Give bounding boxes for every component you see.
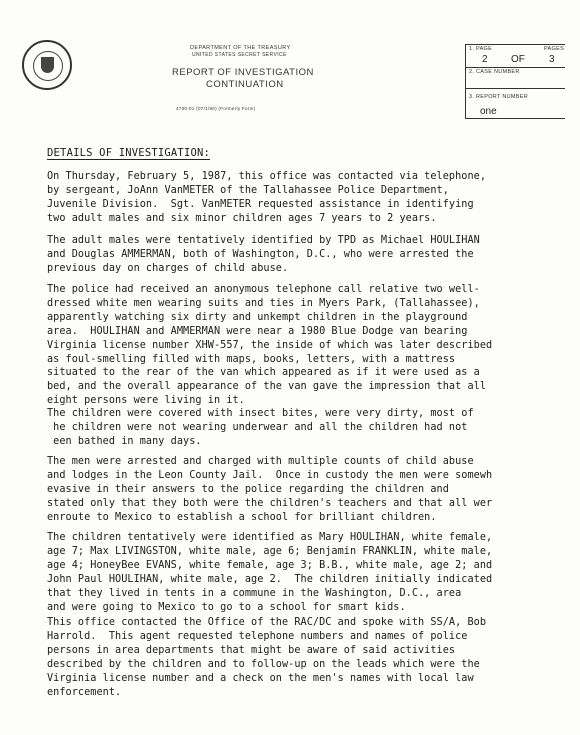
- report-number-label: 3. REPORT NUMBER: [469, 94, 528, 100]
- total-pages: 3: [549, 54, 555, 65]
- report-number: one: [480, 106, 497, 117]
- page-number: 2: [482, 54, 488, 65]
- form-number: 4700-01 (07/1/80) (Formerly Form): [176, 106, 256, 111]
- page-label: 1. PAGE: [469, 46, 493, 52]
- report-title: REPORT OF INVESTIGATION: [172, 67, 314, 78]
- of-label: OF: [511, 54, 525, 65]
- agency-line-2: UNITED STATES SECRET SERVICE: [192, 52, 287, 58]
- paragraph-office-contact: This office contacted the Office of the RAC/DC and spoke with SS/A, Bob Harrold. This agent requested telephone numbers and names of police persons in area departments that might be aware of said activities described by the children and to follow-up on the leads which were the Virginia license number and a check on the men's names with local law enforcement.: [47, 617, 487, 698]
- treasury-seal-icon: [22, 40, 72, 90]
- report-subtitle: CONTINUATION: [206, 79, 284, 90]
- paragraph-contact: On Thursday, February 5, 1987, this office was contacted via telephone, by sergeant, JoAnn VanMETER of the Tallahassee Police Department, Juvenile Division. Sgt. VanMETER requested assistance in identifying two adult males and six minor children ages 7 years to 2 years.: [47, 171, 487, 224]
- case-number-label: 2. CASE NUMBER: [469, 69, 520, 75]
- agency-line-1: DEPARTMENT OF THE TREASURY: [190, 45, 291, 51]
- paragraph-police-call: The police had received an anonymous telephone call relative two well- dressed white men wearing suits and ties in Myers Park, (Tallahassee), apparently watching six dirty and unkempt children in the playground area. HOULIHAN and AMMERMAN were near a 1980 Blue Dodge van bearing Virginia license number XHW-557, the inside of which was later described as foul-smelling filled with maps, books, letters, with a mattress situated to the rear of the van which appeared as if it were used as a bed, and the overall appearance of the van gave the impression that all eight persons were living in it.: [47, 284, 493, 407]
- pages-label: PAGES: [544, 46, 565, 52]
- details-heading: DETAILS OF INVESTIGATION:: [47, 147, 211, 159]
- paragraph-arrest: The men were arrested and charged with multiple counts of child abuse and lodges in the Leon County Jail. Once in custody the men were somewh evasive in their answers to the police regarding the children and stated only that they both were the children's teachers and that all wer enroute to Mexico to establish a school for brilliant children.: [47, 456, 493, 523]
- paragraph-adult-males: The adult males were tentatively identified by TPD as Michael HOULIHAN and Douglas AMMERMAN, both of Washington, D.C., who were arrested the previous day on charges of child abuse.: [47, 235, 480, 274]
- paragraph-children-condition: The children were covered with insect bites, were very dirty, most of he children were not wearing underwear and all the children had not een bathed in many days.: [47, 408, 474, 447]
- paragraph-children-identified: The children tentatively were identified as Mary HOULIHAN, white female, age 7; Max LIVINGSTON, white male, age 6; Benjamin FRANKLIN, white male, age 4; HoneyBee EVANS, white female, age 3; B.B., white male, age 2; and John Paul HOULIHAN, white male, age 2. The children initially indicated that they lived in tents in a commune in the Washington, D.C., area and were going to Mexico to go to a school for smart kids.: [47, 532, 493, 613]
